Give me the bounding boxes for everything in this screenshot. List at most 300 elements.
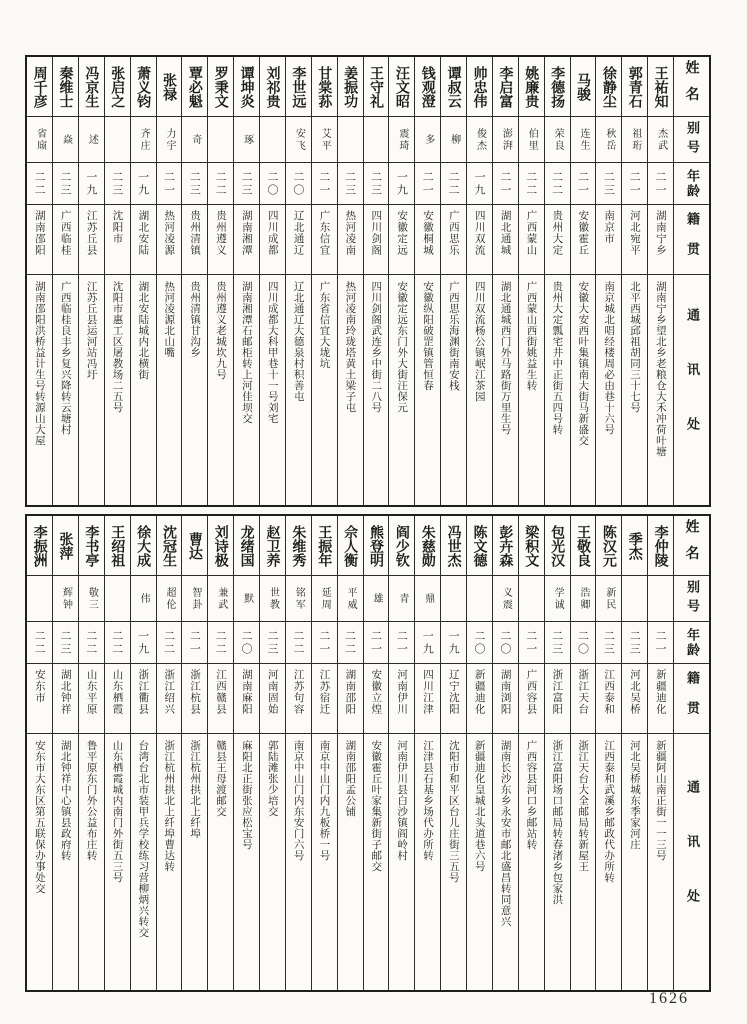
person-column [52,516,78,990]
native-cell: 四川剑阁 [364,205,389,275]
address-cell: 沈阳市和平区台儿庄街三五号 [447,740,460,883]
address-cell: 湖南湘潭石邮柜转上河佳坝交 [240,281,253,424]
age-cell: 二三 [53,163,78,205]
person-column [233,516,259,990]
alias-cell [260,117,285,163]
person-column [544,516,570,990]
alias-cell: 焱 [53,117,78,163]
age-cell: 二一 [389,622,414,664]
native-cell: 湖南宁乡 [648,205,673,275]
age-cell: 二三 [596,622,621,664]
address-cell: 广东省信宜大垅坑 [318,281,331,369]
header-name-label: 姓名 [674,57,709,117]
name-cell: 张禄 [157,57,182,117]
alias-cell: 平威 [338,576,363,622]
header-alias-label: 别号 [674,117,709,163]
age-cell: 二二 [338,622,363,664]
person-column [492,57,518,505]
name-cell: 刘诗极 [208,516,233,576]
name-cell: 张启之 [105,57,130,117]
age-cell: 二一 [648,622,673,664]
native-cell: 四川江津 [415,664,440,734]
person-column [181,516,207,990]
alias-cell: 辉钟 [53,576,78,622]
native-cell: 浙江富阳 [545,664,570,734]
age-cell: 二一 [364,622,389,664]
age-cell: 二三 [364,163,389,205]
address-cell: 湖北安陆城内北横街 [137,281,150,380]
name-cell: 李振洲 [27,516,52,576]
address-cell: 河南伊川县白沙镇阎岭村 [396,740,409,861]
address-cell: 四川成都大科甲巷十一号刘宅 [266,281,279,424]
native-cell: 安东市 [27,664,52,734]
alias-cell: 伟 [131,576,156,622]
native-cell: 热河凌南 [338,205,363,275]
name-cell: 李启富 [493,57,518,117]
alias-cell: 连生 [571,117,596,163]
alias-cell: 伯里 [519,117,544,163]
native-cell: 江西泰和 [596,664,621,734]
address-cell: 贵州清镇甘沟乡 [189,281,202,358]
address-cell: 江苏丘县运河站冯圩 [85,281,98,380]
alias-cell: 力宇 [157,117,182,163]
native-cell: 湖北通城 [493,205,518,275]
person-column [363,516,389,990]
name-cell: 冯京生 [79,57,104,117]
age-cell: 二二 [27,163,52,205]
name-cell: 梁积文 [519,516,544,576]
name-cell: 汪文昭 [389,57,414,117]
alias-cell [441,576,466,622]
alias-cell: 学诚 [545,576,570,622]
name-cell: 曹达 [182,516,207,576]
alias-cell: 杰武 [648,117,673,163]
age-cell: 二二 [519,163,544,205]
address-cell: 湖南邵阳洪桥益计生号转源山大屋 [33,281,46,446]
person-column [595,57,621,505]
name-cell: 覃必魁 [182,57,207,117]
name-cell: 陈汉元 [596,516,621,576]
person-column [621,57,647,505]
alias-cell: 多 [415,117,440,163]
person-column [285,516,311,990]
age-cell: 二二 [208,622,233,664]
alias-cell: 新民 [596,576,621,622]
person-column [440,57,466,505]
alias-cell: 鼎 [415,576,440,622]
address-cell: 南京城北唱经楼周必由巷十六号 [603,281,616,435]
native-cell: 四川双流 [467,205,492,275]
age-cell: 二三 [622,622,647,664]
header-column [673,516,709,990]
alias-cell [105,117,130,163]
address-cell: 新疆迪化皇城北头道巷六号 [473,740,486,872]
alias-cell: 延周 [312,576,337,622]
person-column [130,516,156,990]
native-cell: 山东平原 [79,664,104,734]
person-column [207,57,233,505]
address-cell: 热河凌源北山嘴 [163,281,176,358]
name-cell: 谭叔云 [441,57,466,117]
address-cell: 贵州大定瓢宅井中正街五四号转 [551,281,564,435]
address-cell: 浙江杭州拱北上纤埠 [189,740,202,839]
native-cell: 安徽霍丘 [571,205,596,275]
address-cell: 广西蒙山西街姚益生转 [525,281,538,391]
alias-cell [208,117,233,163]
name-cell: 赵卫养 [260,516,285,576]
person-column [311,57,337,505]
person-column [207,516,233,990]
alias-cell: 俊杰 [467,117,492,163]
age-cell: 二三 [596,163,621,205]
address-cell: 北平西城邱祖胡同三十七号 [628,281,641,413]
age-cell: 二三 [260,622,285,664]
age-cell: 一九 [415,622,440,664]
native-cell: 安徽桐城 [415,205,440,275]
address-cell: 台湾台北市装甲兵学校练习营柳炳兴转交 [137,740,150,938]
alias-cell: 奇 [182,117,207,163]
age-cell: 二二 [208,163,233,205]
age-cell: 二二 [441,163,466,205]
name-cell: 钱观澄 [415,57,440,117]
native-cell: 湖南浏阳 [493,664,518,734]
name-cell: 王祐知 [648,57,673,117]
header-column [673,57,709,505]
native-cell: 贵州遵义 [208,205,233,275]
person-column [544,57,570,505]
alias-cell [467,576,492,622]
native-cell: 江苏丘县 [79,205,104,275]
name-cell: 李德扬 [545,57,570,117]
address-cell: 新疆阿山南正街一一三号 [654,740,667,861]
address-cell: 辽北通辽大德泉村积善屯 [292,281,305,402]
alias-cell: 齐庄 [131,117,156,163]
alias-cell: 默 [234,576,259,622]
person-column [52,57,78,505]
native-cell: 浙江衢县 [131,664,156,734]
name-cell: 熊登明 [364,516,389,576]
person-column [621,516,647,990]
alias-cell: 柳 [441,117,466,163]
address-cell: 安东市大东区第五联保办事处交 [33,740,46,894]
address-cell: 广西思乐海渊街南安栈 [447,281,460,391]
native-cell: 湖北钟祥 [53,664,78,734]
native-cell: 广东信宜 [312,205,337,275]
age-cell: 二三 [545,622,570,664]
alias-cell [648,576,673,622]
age-cell: 一九 [441,622,466,664]
name-cell: 朱慈勋 [415,516,440,576]
native-cell: 湖南麻阳 [234,664,259,734]
alias-cell [519,576,544,622]
person-column [570,57,596,505]
native-cell: 江苏句容 [286,664,311,734]
header-native-label: 籍贯 [674,205,709,275]
person-column [570,516,596,990]
age-cell: 二二 [27,622,52,664]
person-column [647,57,673,505]
native-cell: 广西容县 [519,664,544,734]
native-cell: 广西临桂 [53,205,78,275]
age-cell: 二〇 [286,163,311,205]
age-cell: 一九 [131,622,156,664]
age-cell: 二一 [648,163,673,205]
person-column [388,57,414,505]
name-cell: 陈文德 [467,516,492,576]
age-cell: 一九 [389,163,414,205]
alias-cell: 琢 [234,117,259,163]
native-cell: 热河凌源 [157,205,182,275]
person-column [440,516,466,990]
age-cell: 二三 [105,163,130,205]
name-cell: 周千彦 [27,57,52,117]
person-column [337,57,363,505]
age-cell: 二三 [338,163,363,205]
age-cell: 二一 [312,622,337,664]
name-cell: 佘人衡 [338,516,363,576]
person-column [233,57,259,505]
person-column [466,57,492,505]
alias-cell: 述 [79,117,104,163]
person-column [130,57,156,505]
native-cell: 辽宁沈阳 [441,664,466,734]
person-column [78,516,104,990]
alias-cell: 省庼 [27,117,52,163]
age-cell: 一九 [79,163,104,205]
alias-cell: 兼武 [208,576,233,622]
person-column [78,57,104,505]
native-cell: 山东栖霞 [105,664,130,734]
native-cell: 安徽立煌 [364,664,389,734]
age-cell: 二二 [79,622,104,664]
native-cell: 广西蒙山 [519,205,544,275]
native-cell: 四川成都 [260,205,285,275]
age-cell: 二〇 [234,622,259,664]
name-cell: 季杰 [622,516,647,576]
person-column [27,516,52,990]
age-cell: 二一 [182,622,207,664]
alias-cell [338,117,363,163]
alias-cell: 澎湃 [493,117,518,163]
native-cell: 湖北安陆 [131,205,156,275]
age-cell: 二二 [105,622,130,664]
native-cell: 广西思乐 [441,205,466,275]
alias-cell: 铭军 [286,576,311,622]
alias-cell [622,576,647,622]
alias-cell: 安飞 [286,117,311,163]
alias-cell: 荣良 [545,117,570,163]
native-cell: 贵州大定 [545,205,570,275]
name-cell: 王守礼 [364,57,389,117]
address-cell: 南京中山门内九板桥一号 [318,740,331,861]
address-cell: 安徽霍丘叶家集新街子邮交 [370,740,383,872]
address-cell: 贵州遵义老城坎九号 [214,281,227,380]
name-cell: 马骏 [571,57,596,117]
alias-cell: 超伦 [157,576,182,622]
native-cell: 沈阳市 [105,205,130,275]
alias-cell: 震琦 [389,117,414,163]
age-cell: 二二 [545,163,570,205]
name-cell: 李书亭 [79,516,104,576]
person-column [104,516,130,990]
address-cell: 浙江富阳场口邮局转春渚乡包家洪 [551,740,564,905]
name-cell: 李世远 [286,57,311,117]
alias-cell: 浩卿 [571,576,596,622]
alias-cell: 世教 [260,576,285,622]
address-cell: 热河凌南玲珑塔黄土梁子屯 [344,281,357,413]
name-cell: 刘祁贵 [260,57,285,117]
address-cell: 沈阳市惠工区屠教场二五号 [111,281,124,413]
name-cell: 帅忠伟 [467,57,492,117]
person-column [518,57,544,505]
name-cell: 彭卉森 [493,516,518,576]
native-cell: 河南固始 [260,664,285,734]
person-column [27,57,52,505]
name-cell: 朱维秀 [286,516,311,576]
person-column [595,516,621,990]
name-cell: 谭坤炎 [234,57,259,117]
name-cell: 龙绪国 [234,516,259,576]
native-cell: 浙江杭县 [182,664,207,734]
alias-cell: 义震 [493,576,518,622]
name-cell: 徐静尘 [596,57,621,117]
age-cell: 一九 [467,163,492,205]
alias-cell: 智卦 [182,576,207,622]
person-column [104,57,130,505]
address-cell: 郭陆滩张少培交 [266,740,279,817]
age-cell: 二〇 [467,622,492,664]
native-cell: 新疆迪化 [648,664,673,734]
page-number: 1626 [649,990,689,1007]
native-cell: 浙江绍兴 [157,664,182,734]
name-cell: 萧义钧 [131,57,156,117]
address-cell: 四川剑阁武连乡中街二八号 [370,281,383,413]
name-cell: 姜振功 [338,57,363,117]
native-cell: 浙江天台 [571,664,596,734]
native-cell: 安徽定远 [389,205,414,275]
age-cell: 二三 [234,163,259,205]
person-column [181,57,207,505]
alias-cell [105,576,130,622]
name-cell: 包光汉 [545,516,570,576]
address-cell: 安徽大安西叶集镇南大街马新盛交 [577,281,590,446]
name-cell: 李仲陵 [648,516,673,576]
alias-cell: 雄 [364,576,389,622]
roster-table-top [25,55,711,507]
alias-cell: 秋岳 [596,117,621,163]
address-cell: 广西容县河口乡邮站转 [525,740,538,850]
person-column [363,57,389,505]
age-cell: 二三 [182,163,207,205]
roster-table-bottom [25,514,711,992]
name-cell: 罗秉文 [208,57,233,117]
person-column [156,516,182,990]
age-cell: 一九 [131,163,156,205]
person-column [156,57,182,505]
name-cell: 姚廉贵 [519,57,544,117]
header-address-label: 通讯处 [684,308,699,472]
address-cell: 浙江天台大全邮局转新屋王 [577,740,590,872]
address-cell: 麻阳北正街张应松宝号 [240,740,253,850]
header-native-label: 籍贯 [674,664,709,734]
header-age-label: 年龄 [674,163,709,205]
native-cell: 新疆迪化 [467,664,492,734]
name-cell: 沈冠生 [157,516,182,576]
age-cell: 二二 [157,622,182,664]
native-cell: 湖南邵阳 [27,205,52,275]
address-cell: 鲁平原东门外公益布庄转 [85,740,98,861]
person-column [388,516,414,990]
address-cell: 湖南长沙东乡永安市邮北盛昌转同意兴 [499,740,512,927]
age-cell: 二一 [571,163,596,205]
native-cell: 江西赣县 [208,664,233,734]
native-cell: 辽北通辽 [286,205,311,275]
alias-cell: 青 [389,576,414,622]
address-cell: 江西泰和武溪乡邮政代办所转 [603,740,616,883]
age-cell: 二三 [53,622,78,664]
person-column [259,57,285,505]
native-cell: 河北吴桥 [622,664,647,734]
address-cell: 湖北通城西门外马路街万里生号 [499,281,512,435]
native-cell: 河南伊川 [389,664,414,734]
alias-cell: 艾平 [312,117,337,163]
header-alias-label: 别号 [674,576,709,622]
alias-cell [364,117,389,163]
age-cell: 二〇 [260,163,285,205]
name-cell: 冯世杰 [441,516,466,576]
name-cell: 徐大成 [131,516,156,576]
person-column [311,516,337,990]
address-cell: 山东栖霞城内南门外街五三号 [111,740,124,883]
header-name-label: 姓名 [674,516,709,576]
native-cell: 江苏宿迁 [312,664,337,734]
age-cell: 二一 [312,163,337,205]
native-cell: 湖南邵阳 [338,664,363,734]
address-cell: 赣县王母渡邮交 [214,740,227,817]
alias-cell [27,576,52,622]
address-cell: 安徽纵阳破罡镇管恒春 [421,281,434,391]
name-cell: 秦维士 [53,57,78,117]
age-cell: 二一 [415,163,440,205]
name-cell: 郭青石 [622,57,647,117]
age-cell: 二一 [519,622,544,664]
person-column [337,516,363,990]
name-cell: 甘棠荪 [312,57,337,117]
person-column [259,516,285,990]
name-cell: 阎少钦 [389,516,414,576]
age-cell: 二〇 [493,622,518,664]
native-cell: 南京市 [596,205,621,275]
header-age-label: 年龄 [674,622,709,664]
person-column [414,57,440,505]
address-cell: 浙江杭州拱北上纤埠曹达转 [163,740,176,872]
address-cell: 湖南邵阳孟公铺 [344,740,357,817]
address-cell: 河北吴桥城东季家河庄 [628,740,641,850]
person-column [285,57,311,505]
address-cell: 安徽定远东门外大街汪保元 [396,281,409,413]
header-address-label: 通讯处 [684,780,699,944]
alias-cell: 祖珩 [622,117,647,163]
name-cell: 王敬良 [571,516,596,576]
alias-cell: 敬三 [79,576,104,622]
native-cell: 湖南湘潭 [234,205,259,275]
address-cell: 南京中山门内东安门六号 [292,740,305,861]
age-cell: 二一 [157,163,182,205]
person-column [414,516,440,990]
address-cell: 江津县石基乡场代办所转 [421,740,434,861]
name-cell: 王振年 [312,516,337,576]
age-cell: 二〇 [571,622,596,664]
